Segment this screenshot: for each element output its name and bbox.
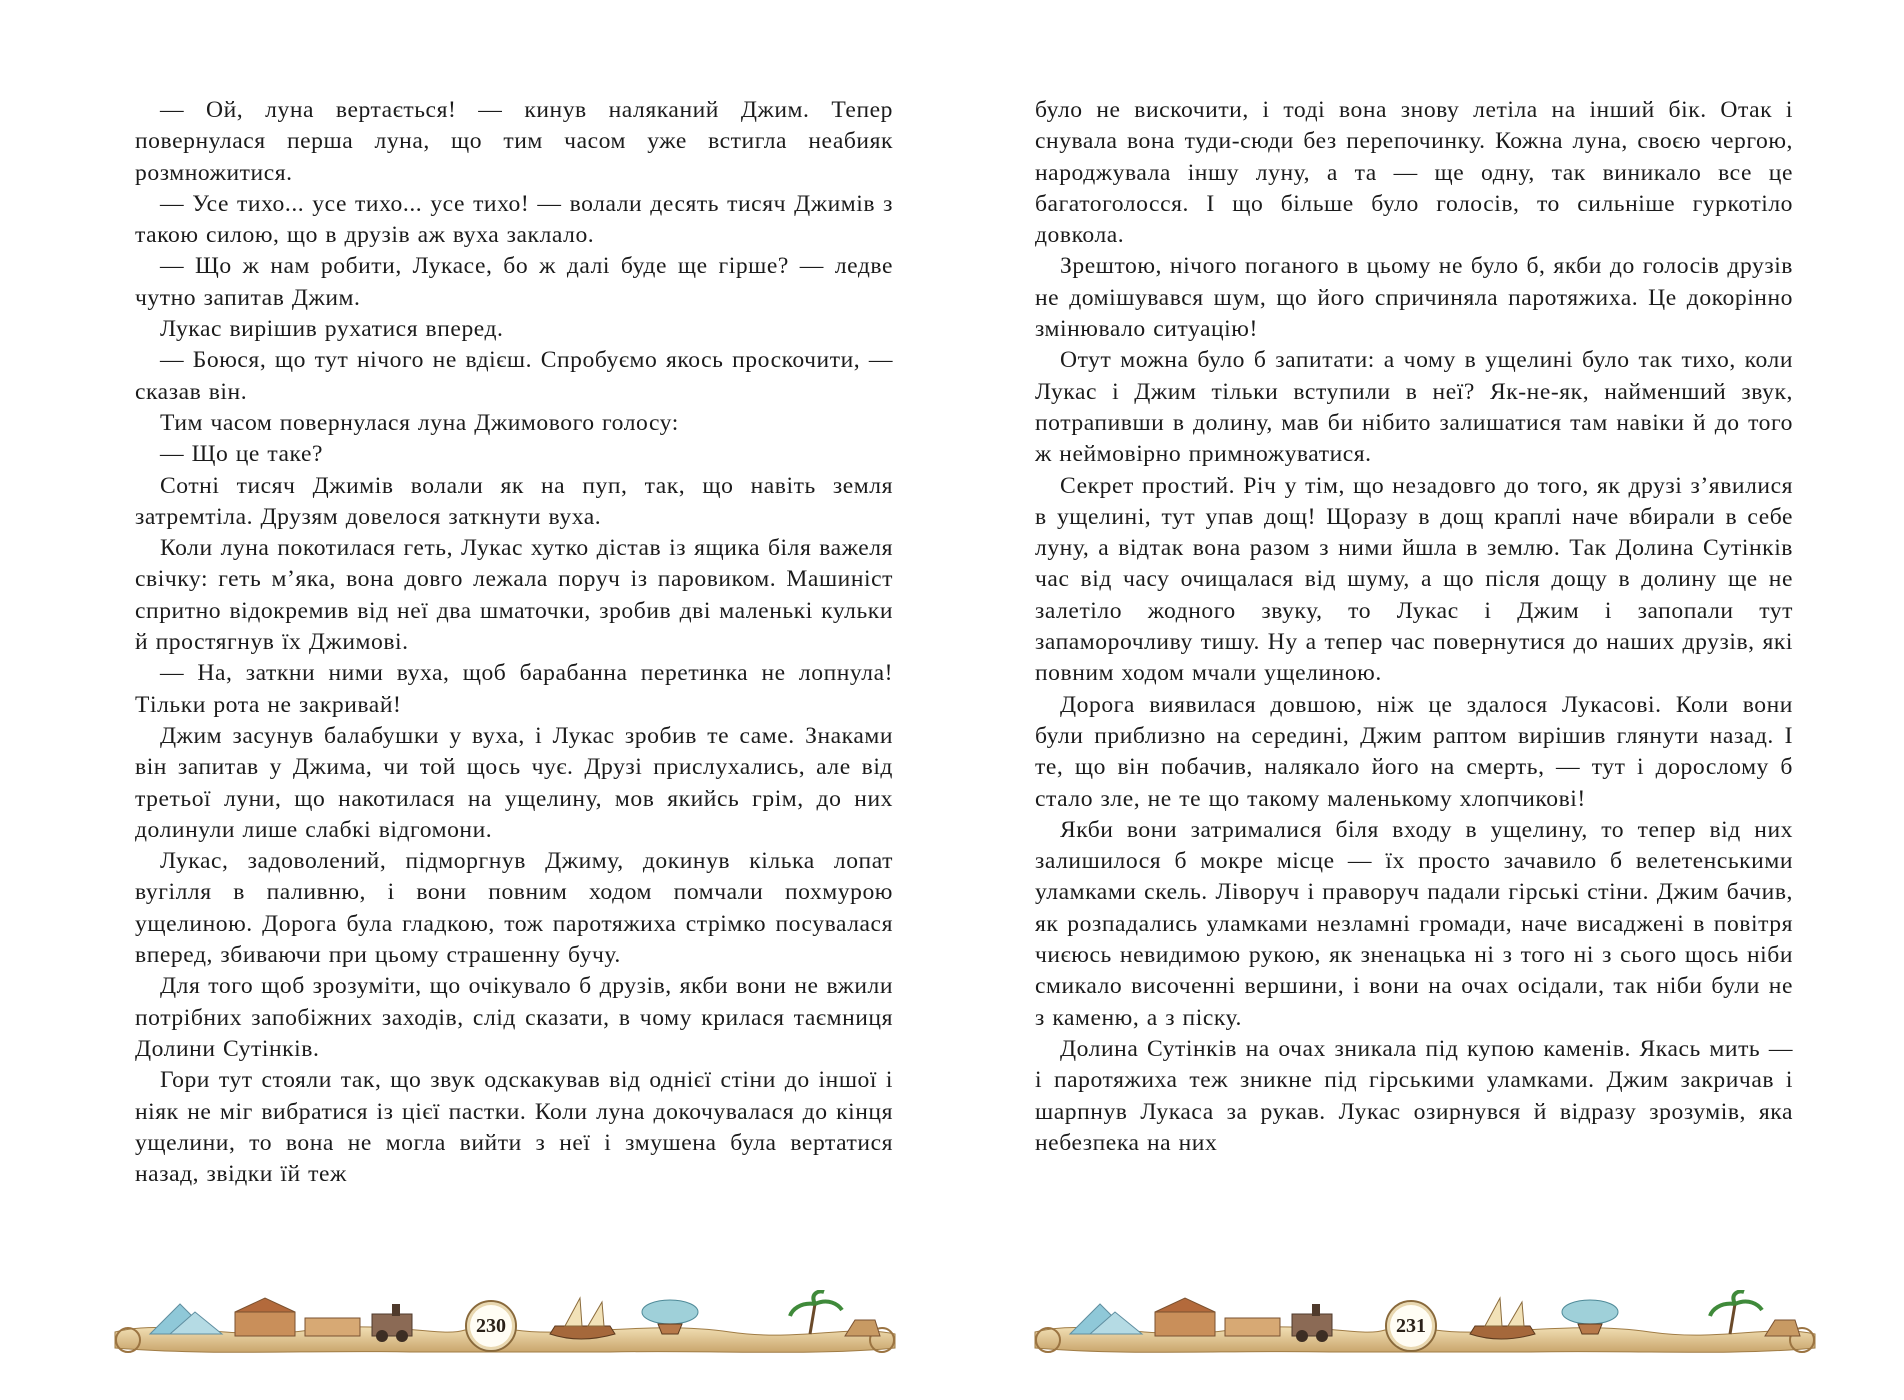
paragraph: Якби вони затрималися біля входу в ущелину, то тепер від них залишилося б мокре місце — їх просто зачавило б велетенськими уламками скель. Ліворуч і праворуч падали гірські стіни. Джим бачив, як розпадались уламками незламні громади, наче висаджені в повітря чиєюсь невидимою рукою, як зненацька ні з того ні з сього щось ніби смикало височенні вершини, і вони на очах осідали, так ніби були не з каменю, а з піску. [1035, 816, 1793, 1031]
paragraph: Сотні тисяч Джимів волали як на пуп, так, що навіть земля затремтіла. Друзям довелося заткнути вуха. [135, 472, 893, 530]
paragraph: Коли луна покотилася геть, Лукас хутко дістав із ящика біля важеля свічку: геть м’яка, вона довго лежала поруч із паровиком. Машиніст спритно відокремив від неї два шматочки, зробив дві маленькі кульки й простягнув їх Джимові. [135, 535, 893, 656]
right-page-text [1035, 95, 1793, 1159]
left-page-text [135, 95, 893, 1190]
right-page [1035, 95, 1793, 1260]
paragraph: — Боюся, що тут нічого не вдієш. Спробуємо якось проскочити, — сказав він. [135, 347, 893, 405]
paragraph: Зрештою, нічого поганого в цьому не було б, якби до голосів друзів не домішувався шум, що його спричиняла паротяжиха. Це докорінно змінювало ситуацію! [1035, 253, 1793, 343]
paragraph: Долина Сутінків на очах зникала під купою каменів. Якась мить — і паротяжиха теж зникне під гірськими уламками. Джим закричав і шарпнув Лукаса за рукав. Лукас озирнувся й відразу зрозумів, яка небезпека на них [1035, 1035, 1793, 1156]
paragraph: Отут можна було б запитати: а чому в ущелині було так тихо, коли Лукас і Джим тільки вступили в неї? Як-не-як, найменший звук, потрапивши в долину, мав би нібито залишатися там навіки й до того ж неймовірно примножуватися. [1035, 347, 1793, 468]
paragraph: Джим засунув балабушки у вуха, і Лукас зробив те саме. Знаками він запитав у Джима, чи той щось чує. Друзі прислухались, але від третьої луни, що накотилася на ущелину, мов якийсь грім, до них долинули лише слабкі відгомони. [135, 722, 893, 843]
paragraph: Секрет простий. Річ у тім, що незадовго до того, як друзі з’явилися в ущелині, тут упав дощ! Щоразу в дощ краплі наче вбирали в себе луну, а відтак вона разом з ними йшла в землю. Так Долина Сутінків час від часу очищалася від шуму, а що після дощу в долину ще не залетіло жодного звуку, то Лукас і Джим і запопали тут запаморочливу тишу. Ну а тепер час повернутися до наших друзів, які повним ходом мчали ущелиною. [1035, 472, 1793, 687]
paragraph: — Усе тихо... усе тихо... усе тихо! — волали десять тисяч Джимів з такою силою, що в друзів аж вуха заклало. [135, 190, 893, 249]
left-footer-ornament [110, 1290, 900, 1360]
paragraph: — Що це таке? [160, 441, 324, 468]
page-number-right: 231 [1385, 1300, 1437, 1352]
paragraph: Тим часом повернулася луна Джимового голосу: [160, 409, 679, 436]
paragraph: Гори тут стояли так, що звук одскакував від однієї стіни до іншої і ніяк не міг вибратися із цієї пастки. Коли луна докочувалася до кінця ущелини, то вона не могла вийти з неї і змушена була вертатися назад, звідки їй теж [135, 1067, 893, 1188]
paragraph: було не вискочити, і тоді вона знову летіла на інший бік. Отак і снувала вона туди-сюди без перепочинку. Кожна луна, своєю чергою, народжувала іншу луну, а та — ще одну, так виникало все це багатоголосся. І що більше було голосів, то сильніше гуркотіло довкола. [1035, 97, 1793, 249]
paragraph: Дорога виявилася довшою, ніж це здалося Лукасові. Коли вони були приблизно на середині, Джим раптом вирішив глянути назад. І те, що він побачив, налякало його на смерть, — тут і дорослому б стало зле, не те що такому маленькому хлопчикові! [1035, 691, 1793, 812]
paragraph: Для того щоб зрозуміти, що очікувало б друзів, якби вони не вжили потрібних запобіжних заходів, слід сказати, в чому крилася таємниця Долини Сутінків. [135, 973, 893, 1062]
paragraph: Лукас вирішив рухатися вперед. [160, 316, 504, 343]
paragraph: — Ой, луна вертається! — кинув наляканий Джим. Тепер повернулася перша луна, що тим часом уже встигла неабияк розмножитися. [135, 97, 893, 186]
paragraph: — Що ж нам робити, Лукасе, бо ж далі буде ще гірше? — ледве чутно запитав Джим. [135, 253, 893, 311]
left-page [135, 95, 893, 1260]
page-number-left: 230 [465, 1300, 517, 1352]
paragraph: Лукас, задоволений, підморгнув Джиму, докинув кілька лопат вугілля в паливню, і вони повним ходом помчали похмурою ущелиною. Дорога була гладкою, тож паротяжиха стрімко посувалася вперед, збиваючи при цьому страшенну бучу. [135, 848, 893, 969]
right-footer-ornament [1030, 1290, 1820, 1360]
paragraph: — На, заткни ними вуха, щоб барабанна перетинка не лопнула! Тільки рота не закривай! [135, 660, 893, 718]
